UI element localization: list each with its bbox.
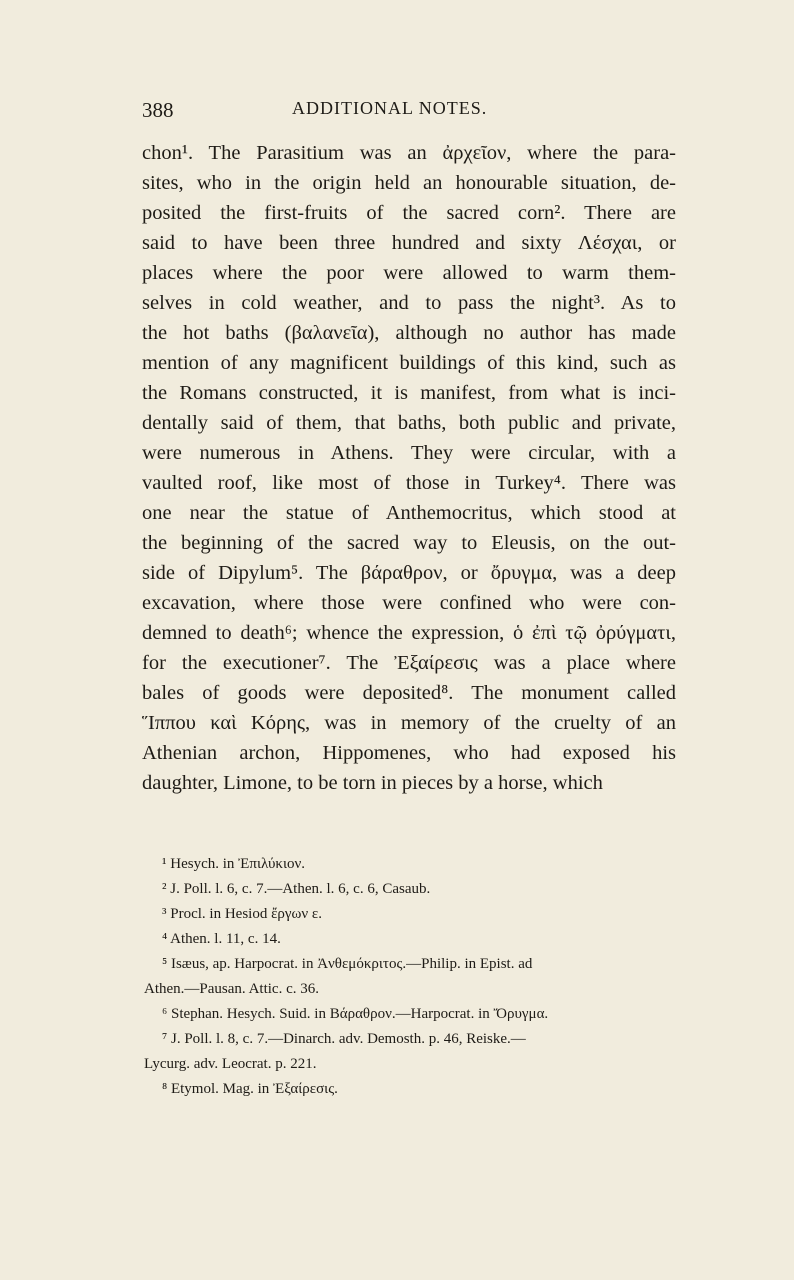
footnote: ⁴ Athen. l. 11, c. 14. — [162, 931, 281, 947]
body-line: sites, who in the origin held an honourable situation, de- — [142, 172, 676, 194]
body-line: the Romans constructed, it is manifest, from what is inci- — [142, 382, 676, 404]
body-line: Ἵππου καὶ Κόρης, was in memory of the cruelty of an — [142, 712, 676, 734]
body-line: posited the first-fruits of the sacred corn². There are — [142, 202, 676, 224]
body-line: mention of any magnificent buildings of this kind, such as — [142, 352, 676, 374]
footnote: ⁷ J. Poll. l. 8, c. 7.—Dinarch. adv. Demosth. p. 46, Reiske.— — [162, 1031, 526, 1047]
body-line: vaulted roof, like most of those in Turkey⁴. There was — [142, 472, 676, 494]
body-line: excavation, where those were confined who were con- — [142, 592, 676, 614]
footnote-continuation: Lycurg. adv. Leocrat. p. 221. — [144, 1056, 317, 1072]
footnote: ¹ Hesych. in Ἐπιλύκιον. — [162, 856, 306, 872]
body-line: Athenian archon, Hippomenes, who had exposed his — [142, 742, 676, 764]
body-line: the beginning of the sacred way to Eleusis, on the out- — [142, 532, 676, 554]
body-line: for the executioner⁷. The Ἐξαίρεσις was a place where — [142, 652, 676, 674]
body-line: said to have been three hundred and sixty Λέσχαι, or — [142, 232, 676, 254]
page-number: 388 — [142, 98, 174, 122]
footnote: ³ Procl. in Hesiod ἔργων ε. — [162, 906, 322, 922]
footnotes — [144, 852, 684, 1102]
body-line: were numerous in Athens. They were circular, with a — [142, 442, 676, 464]
body-line: dentally said of them, that baths, both public and private, — [142, 412, 676, 434]
body-line: places where the poor were allowed to warm them- — [142, 262, 676, 284]
footnote: ² J. Poll. l. 6, c. 7.—Athen. l. 6, c. 6, Casaub. — [162, 881, 431, 897]
body-line: chon¹. The Parasitium was an ἀρχεῖον, where the para- — [142, 142, 676, 164]
body-line: side of Dipylum⁵. The βάραθρον, or ὄρυγμα, was a deep — [142, 562, 676, 584]
body-line: bales of goods were deposited⁸. The monument called — [142, 682, 676, 704]
body-text — [142, 138, 676, 798]
footnote: ⁶ Stephan. Hesych. Suid. in Βάραθρον.—Harpocrat. in Ὄρυγμα. — [162, 1006, 549, 1022]
footnote: ⁸ Etymol. Mag. in Ἐξαίρεσις. — [162, 1081, 338, 1097]
body-line: the hot baths (βαλανεῖα), although no author has made — [142, 322, 676, 344]
running-head: ADDITIONAL NOTES. — [292, 98, 488, 118]
footnote-continuation: Athen.—Pausan. Attic. c. 36. — [144, 981, 319, 997]
body-line: selves in cold weather, and to pass the night³. As to — [142, 292, 676, 314]
body-line: daughter, Limone, to be torn in pieces by a horse, which — [142, 772, 603, 794]
body-line: one near the statue of Anthemocritus, which stood at — [142, 502, 676, 524]
body-line: demned to death⁶; whence the expression, ὁ ἐπὶ τῷ ὀρύγματι, — [142, 622, 676, 644]
footnote: ⁵ Isæus, ap. Harpocrat. in Ἀνθεμόκριτος.—Philip. in Epist. ad — [162, 956, 533, 972]
page-header — [142, 98, 674, 128]
